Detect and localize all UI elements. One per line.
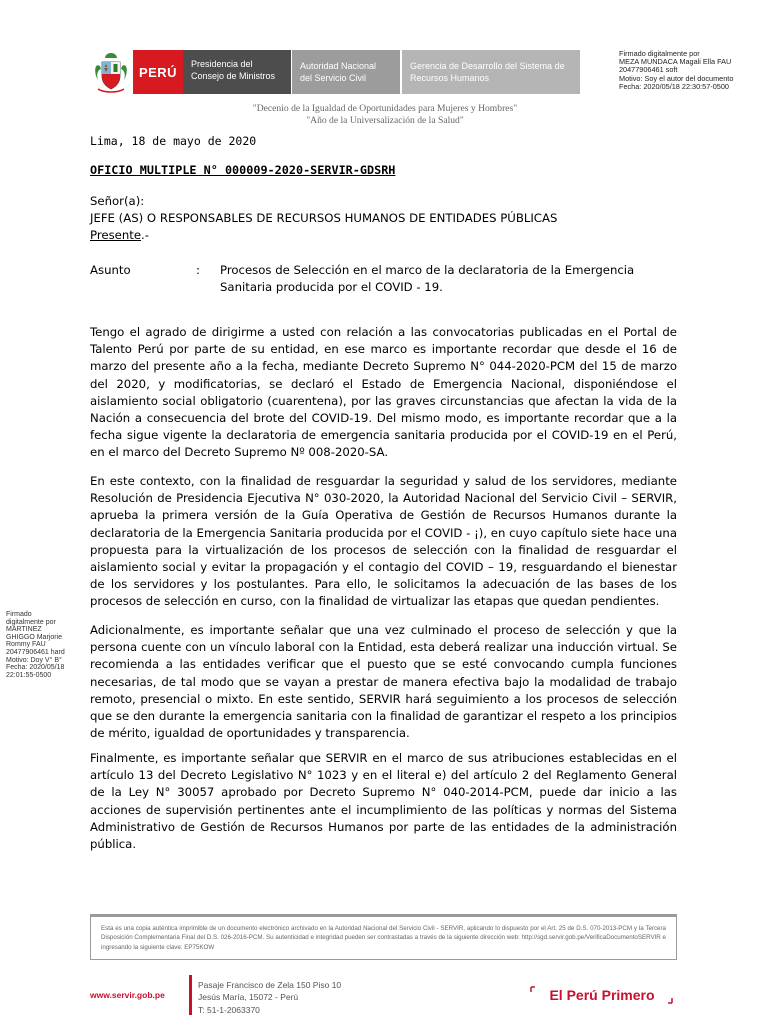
asunto-text: Procesos de Selección en el marco de la declaratoria de la Emergencia Sanitaria producida por el COVID - 19.	[220, 263, 635, 295]
address-line: Pasaje Francisco de Zela 150 Piso 10	[198, 980, 342, 990]
peru-logo	[133, 50, 183, 94]
website-link[interactable]: www.servir.gob.pe	[90, 990, 165, 1000]
entity-line: Recursos Humanos	[410, 73, 490, 83]
signature-line: GHIGGO Marjorie	[6, 633, 63, 641]
signature-line: 20477906461 hard	[6, 648, 65, 656]
presente-tail: .-	[141, 228, 149, 242]
footer-address	[198, 979, 341, 1016]
el-peru-primero-logo	[528, 985, 676, 1005]
letter-date: Lima, 18 de mayo de 2020	[90, 134, 257, 148]
signature-line: Rommy FAU	[6, 641, 46, 649]
presente-word: Presente	[90, 228, 142, 242]
signature-line: Firmado digitalmente por	[619, 49, 700, 58]
addressee: JEFE (AS) O RESPONSABLES DE RECURSOS HUMANOS DE ENTIDADES PÚBLICAS	[90, 211, 558, 225]
authenticity-notice: Esta es una copia auténtica imprimible de un documento electrónico archivado en la Autoridad Nacional del Servicio Civil - SERVIR, aplicando lo dispuesto por el Art. 25 de D.S. 070-2013-PCM y la Tercera Disposición Complementaria Final del D.S. 026-2016-PCM. Su autenticidad e integridad pueden ser contrastadas a través de la siguiente dirección web: http://sgd.servir.gob.pe/VerificaDocumentoSERVIR e ingresando la siguiente clave: EP75KOW	[90, 914, 677, 960]
signature-line: MARTINEZ	[6, 626, 42, 634]
address-line: T: 51-1-2063370	[198, 1004, 260, 1015]
signature-line: Fecha: 2020/05/18 22:30:57-0500	[619, 81, 729, 91]
entity-line: Consejo de Ministros	[191, 71, 276, 81]
entity-block-pcm	[183, 50, 291, 94]
body-paragraph: Adicionalmente, es importante señalar que una vez culminado el proceso de selección y que la persona cuente con un vínculo laboral con la Entidad, esta deberá realizar una inducción virtual. Se recomienda a las entidades verificar que el puesto que se esté convocando cumpla funciones necesarias, de tal modo que se vayan a prestar de manera efectiva bajo la modalidad de trabajo remoto, presencial o mixto. En este sentido, SERVIR hará seguimiento a los procesos de selección que se den durante la emergencia sanitaria con la finalidad de garantizar el respeto a los principios de mérito, igualdad de oportunidades y transparencia.	[90, 623, 677, 741]
asunto-label: Asunto	[90, 263, 131, 277]
salutation: Señor(a):	[90, 194, 145, 208]
body-paragraph: Finalmente, es importante señalar que SERVIR en el marco de sus atribuciones establecidas en el artículo 13 del Decreto Legislativo N° 1023 y en el literal e) del artículo 2 del Reglamento General de la Ley N° 30057 aprobado por Decreto Supremo N° 040-2014-PCM, puede dar inicio a las acciones de supervisión pertinentes ante el incumplimiento de las políticas y normas del Sistema Administrativo de Gestión de Recursos Humanos por parte de las entidades de la administración pública.	[90, 751, 677, 852]
body-paragraph: En este contexto, con la finalidad de resguardar la seguridad y salud de los servidores, mediante Resolución de Presidencia Ejecutiva N° 030-2020, la Autoridad Nacional del Servicio Civil – SERVIR, aprueba la primera versión de la Guía Operativa de Gestión de Recursos Humanos durante la declaratoria de la Emergencia Sanitaria producida por el COVID - ¡), en cuyo capítulo siete hace una propuesta para la virtualización de los procesos de selección con la finalidad de resguardar el aislamiento social y evitar la propagación y el contagio del COVID – 19, resguardando el bienestar de los servidores y los postulantes. Para ello, le solicitamos la adecuación de las bases de los procesos de selección en curso, con la finalidad de virtualizar las etapas que quedan pendientes.	[90, 474, 677, 609]
brand-text: El Perú Primero	[549, 987, 655, 1003]
entity-block-servir	[292, 50, 400, 94]
digital-signature-top	[619, 50, 759, 91]
signature-line: Firmado	[6, 611, 32, 618]
signature-line: digitalmente por	[6, 618, 56, 626]
entity-line: Gerencia de Desarrollo del Sistema de	[410, 61, 565, 71]
entity-line: Autoridad Nacional	[300, 61, 377, 71]
decenio-line: "Decenio de la Igualdad de Oportunidades para Mujeres y Hombres"	[252, 103, 518, 114]
entity-block-gdsrh	[402, 50, 580, 94]
year-line: "Año de la Universalización de la Salud"	[306, 115, 464, 126]
country-label: PERÚ	[138, 64, 178, 80]
asunto-colon: :	[196, 263, 200, 277]
entity-line: Presidencia del	[191, 59, 253, 69]
signature-line: MEZA MUNDACA Magali Ella FAU	[619, 57, 732, 67]
signature-line: Motivo: Soy el autor del documento	[619, 73, 734, 83]
presente	[90, 227, 149, 244]
signature-line: 20477906461 soft	[619, 65, 678, 75]
signature-line: 22:01:55-0500	[6, 671, 52, 679]
oficio-number: OFICIO MULTIPLE N° 000009-2020-SERVIR-GDSRH	[90, 163, 396, 177]
footer-divider	[189, 975, 192, 1015]
entity-line: del Servicio Civil	[300, 73, 367, 83]
address-line: Jesús María, 15072 - Perú	[198, 992, 299, 1003]
body-paragraph: Tengo el agrado de dirigirme a usted con relación a las convocatorias publicadas en el Portal de Talento Perú por parte de su entidad, en ese marco es importante recordar que desde el 16 de marzo del presente año a la fecha, mediante Decreto Supremo N° 044-2020-PCM del 15 de marzo del 2020, y modificatorias, se declaró el Estado de Emergencia Nacional, disponiéndose el aislamiento social obligatorio (cuarentena), por las graves circunstancias que afectan la vida de la Nación a consecuencia del brote del COVID-19. Del mismo modo, es importante recordar que a la fecha sigue vigente la declaratoria de emergencia sanitaria producida por el COVID-19 en el Perú, en el marco del Decreto Supremo Nº 008-2020-SA.	[90, 325, 677, 460]
digital-signature-left	[6, 611, 88, 679]
signature-line: Motivo: Doy V° B°	[6, 656, 62, 664]
signature-line: Fecha: 2020/05/18	[6, 664, 65, 672]
peru-coat-of-arms-icon	[92, 50, 130, 94]
